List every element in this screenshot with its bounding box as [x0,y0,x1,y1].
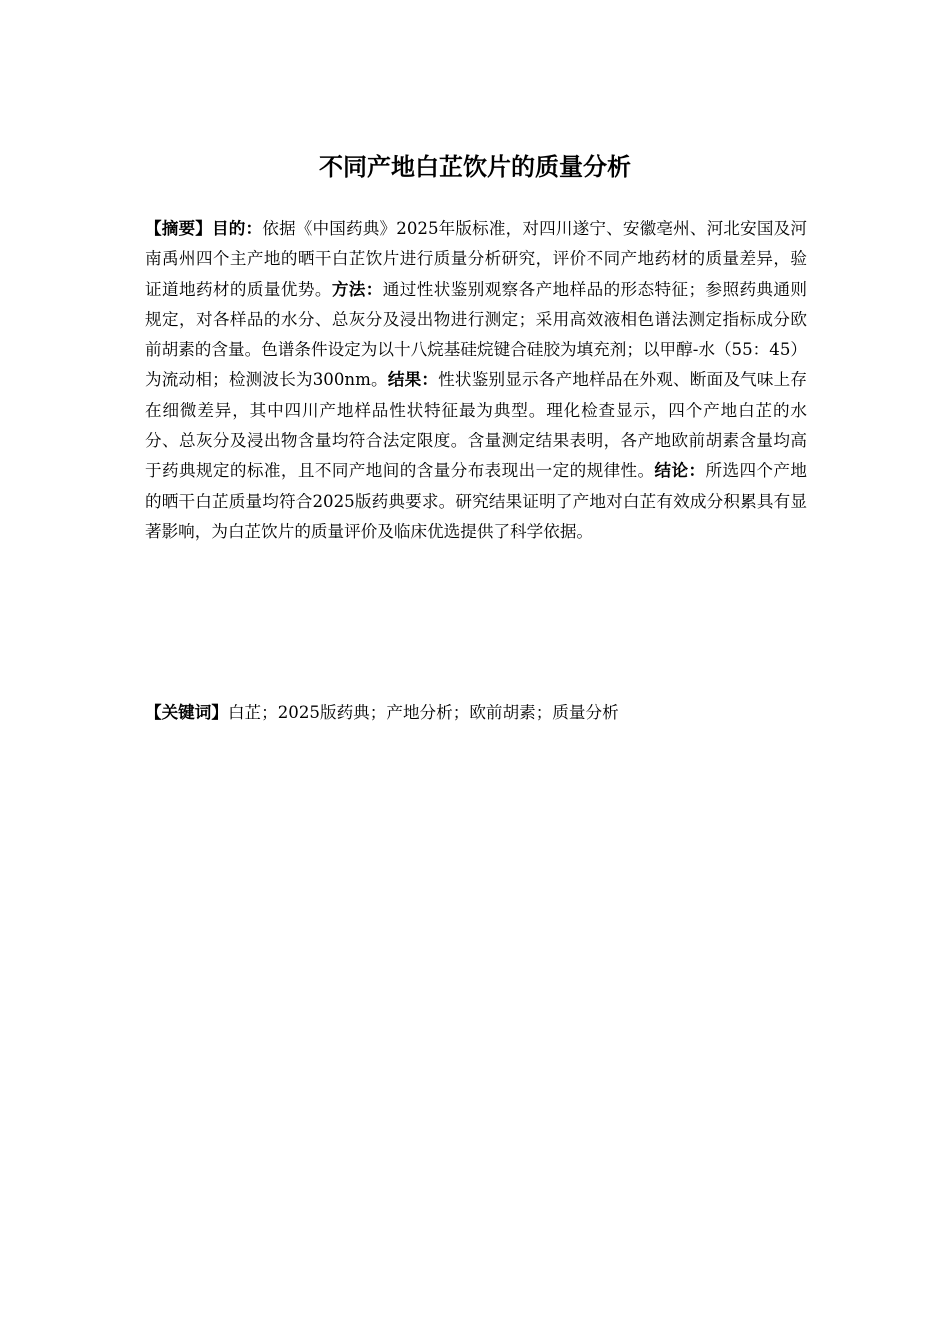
keywords-paragraph [145,698,807,728]
methods-text: 通过性状鉴别观察各产地样品的形态特征；参照药典通则规定，对各样品的水分、总灰分及浸出物进行测定；采用高效液相色谱法测定指标成分欧前胡素的含量。色谱条件设定为以十八烷基硅烷键合硅胶为填充剂；以甲醇-水（55：45）为流动相；检测波长为300nm。 [145,279,807,390]
objective-text: 依据《中国药典》2025年版标准，对四川遂宁、安徽亳州、河北安国及河南禹州四个主产地的晒干白芷饮片进行质量分析研究，评价不同产地药材的质量差异，验证道地药材的质量优势。 [145,219,808,299]
keywords-text: 白芷；2025版药典；产地分析；欧前胡素；质量分析 [227,703,619,722]
conclusion-label: 结论： [654,461,706,481]
results-text: 性状鉴别显示各产地样品在外观、断面及气味上存在细微差异，其中四川产地样品性状特征最为典型。理化检查显示，四个产地白芷的水分、总灰分及浸出物含量均符合法定限度。含量测定结果表明，各产地欧前胡素含量均高于药典规定的标准，且不同产地间的含量分布表现出一定的规律性。 [145,370,808,481]
paper-title: 不同产地白芷饮片的质量分析 [319,153,631,181]
methods-label: 方法： [331,279,383,299]
results-label: 结果： [387,370,439,390]
abstract-paragraph [145,214,807,547]
objective-label: 目的： [212,219,263,238]
conclusion-text: 所选四个产地的晒干白芷质量均符合2025版药典要求。研究结果证明了产地对白芷有效成分积累具有显著影响，为白芷饮片的质量评价及临床优选提供了科学依据。 [145,461,807,541]
keywords-heading: 【关键词】 [145,703,228,722]
abstract-heading: 【摘要】 [145,219,213,238]
